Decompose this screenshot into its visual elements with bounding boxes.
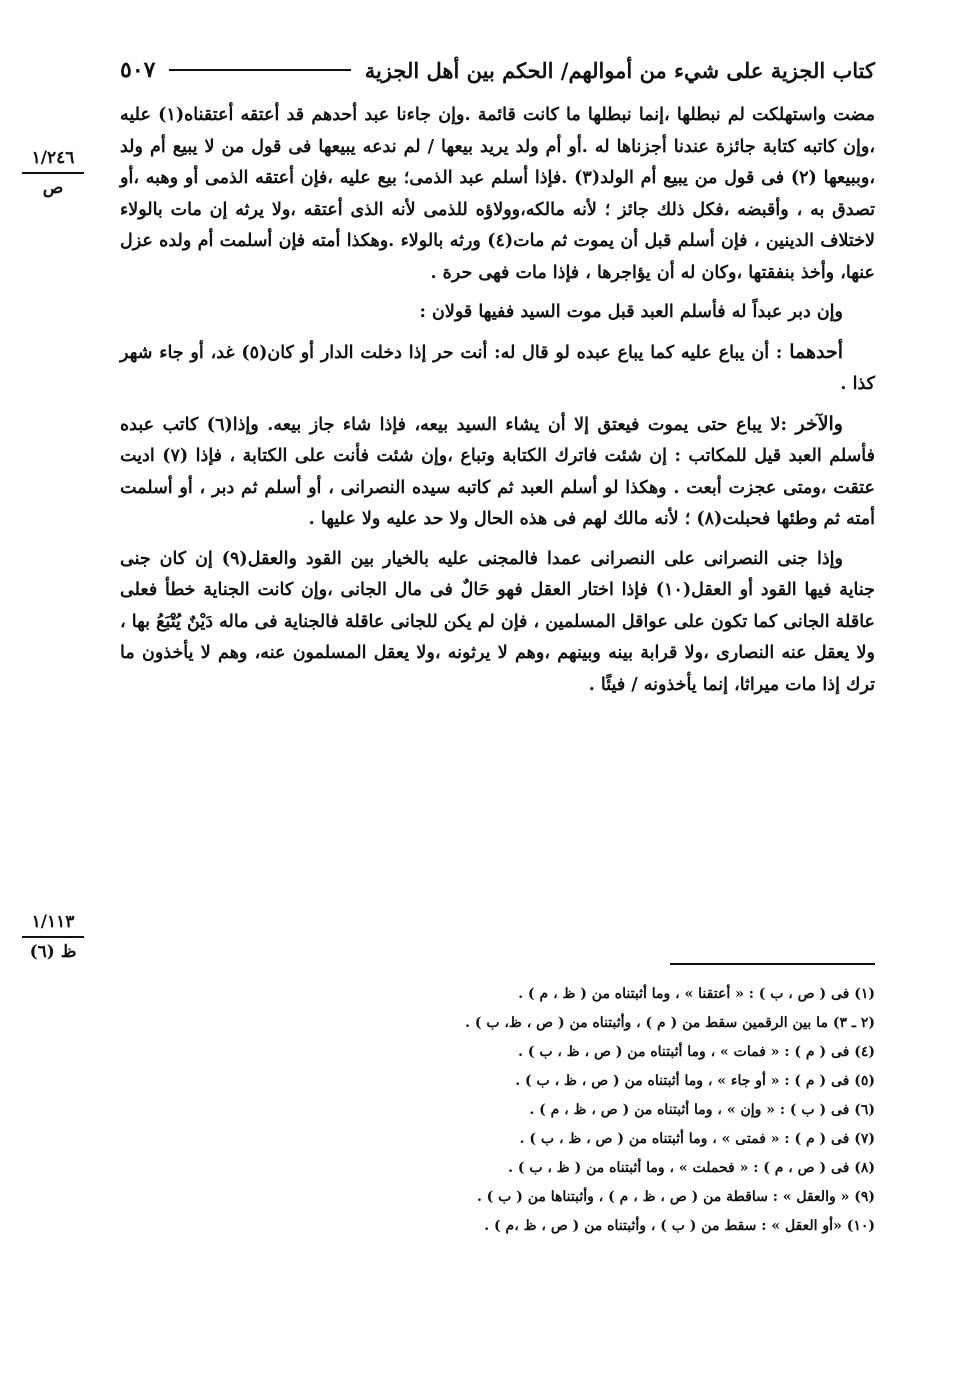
paragraph [120, 337, 875, 401]
paragraph-text: مضت واستهلكت لم نبطلها ،إنما نبطلها ما كانت قائمة .وإن جاءنا عبد أحدهم قد أعتقه أعتقناه(١) عليه ،وإن كاتبه كتابة جائزة عندنا أجزناها له .أو أم ولد يريد بيعها / لم ندعه يبيعها فى قول من لا يبيع أم ولد ،وببيعها (٢) فى قول من يبيع أم الولد(٣) .فإذا أسلم عبد الذمى؛ بيع عليه ،فإن أعتقه الذمى أو وهبه ،أو تصدق به ، وأقبضه ،فكل ذلك جائز ؛ لأنه مالكه،وولاؤه للذمى لأنه الذى أعتقه ،ولا يرثه إن مات بالولاء لاختلاف الدينين ، فإن أسلم قبل أن يموت ثم مات(٤) ورثه بالولاء .وهكذا أمته فإن أسلمت أم ولده عزل عنها، وأخذ بنفقتها ،وكان له أن يؤاجرها ، فإذا مات فهى حرة . [120, 105, 875, 283]
paragraph-text: وإن دبر عبداً له فأسلم العبد قبل موت السيد ففيها قولان : [419, 302, 843, 322]
margin-note-manuscript-ref [22, 148, 84, 198]
footnote: (٩) « والعقل » : ساقطة من ( ص ، ظ ، م ) ، وأثبتناها من ( ب ) . [476, 1189, 875, 1205]
paragraph-lead-term: أحدهما [789, 340, 844, 363]
paragraph-lead-term: والآخر [795, 412, 843, 435]
footnote: (٦) فى ( ب ) : « وإن » ، وما أثبتناه من ( ص ، ظ ، م ) . [529, 1102, 875, 1118]
footnotes [175, 980, 875, 1241]
main-text [120, 100, 875, 701]
page-number: ٥٠٧ [120, 57, 156, 83]
margin-note-folio: ١/٢٤٦ [22, 148, 84, 174]
paragraph-text: وإذا جنى النصرانى على النصرانى عمدا فالمجنى عليه بالخيار بين القود والعقل(٩) إن كان جنى جناية فيها القود أو العقل(١٠) فإذا اختار العقل فهو حَالٌ فى مال الجانى ،وإن كانت الجناية خطأ فعلى عاقلة الجانى كما تكون على عواقل المسلمين ، فإن لم يكن للجانى عاقلة فالجناية فى ماله دَيْنٌ يُتْبَعُ بها ، ولا يعقل عنه النصارى ،ولا قرابة بينه وبينهم ،وهم لا يرثونه ،ولا يعقل المسلمون عنه، وهم لا يأخذون ما ترك إذا مات ميراثا، إنما يأخذونه / فيئًا . [120, 548, 875, 695]
margin-note-manuscript-ref [22, 912, 84, 962]
margin-note-siglum: ظ (٦) [29, 942, 77, 962]
paragraph-text: : أن يباع عليه كما يباع عبده لو قال له: أنت حر إذا دخلت الدار أو كان(٥) غد، أو جاء شهر كذا . [120, 342, 875, 394]
paragraph [120, 409, 875, 536]
footnote: (١) فى ( ص ، ب ) : « أعتقنا » ، وما أثبتناه من ( ظ ، م ) . [518, 986, 875, 1002]
footnote: (٨) فى ( ص ، م ) : « فحملت » ، وما أثبتناه من ( ظ ، ب ) . [508, 1160, 875, 1176]
paragraph [120, 100, 875, 289]
footnote: (١٠) «أو العقل » : سقط من ( ب ) ، وأثبتناه من ( ص ، ظ ،م ) . [484, 1218, 875, 1234]
paragraph [120, 297, 875, 329]
footnote-separator [670, 963, 875, 965]
margin-note-siglum: ص [42, 178, 64, 198]
footnote: (٥) فى ( م ) : « أو جاء » ، وما أثبتناه من ( ص ، ظ ، ب ) . [515, 1073, 875, 1089]
footnote: (٧) فى ( م ) : « فمتى » ، وما أثبتناه من ( ص ، ظ ، ب ) . [519, 1131, 875, 1147]
running-header [120, 52, 875, 88]
footnote: (٢ ـ ٣) ما بين الرقمين سقط من ( م ) ، وأثبتناه من ( ص ، ظ، ب ) . [465, 1015, 875, 1031]
header-title: كتاب الجزية على شيء من أموالهم/ الحكم بين أهل الجزية [364, 57, 875, 83]
paragraph [120, 544, 875, 702]
paragraph-text: :لا يباع حتى يموت فيعتق إلا أن يشاء السيد بيعه، فإذا شاء جاز بيعه. وإذا(٦) كاتب عبده فأسلم العبد قيل للمكاتب : إن شئت فاترك الكتابة وتباع ،وإن شئت فأنت على الكتابة ، فإذا (٧) اديت عتقت ،ومتى عجزت أبعت . وهكذا لو أسلم العبد ثم كاتبه سيده النصرانى ، أو أسلم ثم دبر ، أو أسلمت أمته ثم وطئها فحبلت(٨) ؛ لأنه مالك لهم فى هذه الحال ولا حد عليه ولا عليها . [120, 414, 875, 529]
margin-note-folio: ١/١١٣ [22, 912, 84, 938]
header-rule [169, 69, 350, 71]
footnote: (٤) فى ( م ) : « فمات » ، وما أثبتناه من ( ص ، ظ ، ب ) . [518, 1044, 875, 1060]
